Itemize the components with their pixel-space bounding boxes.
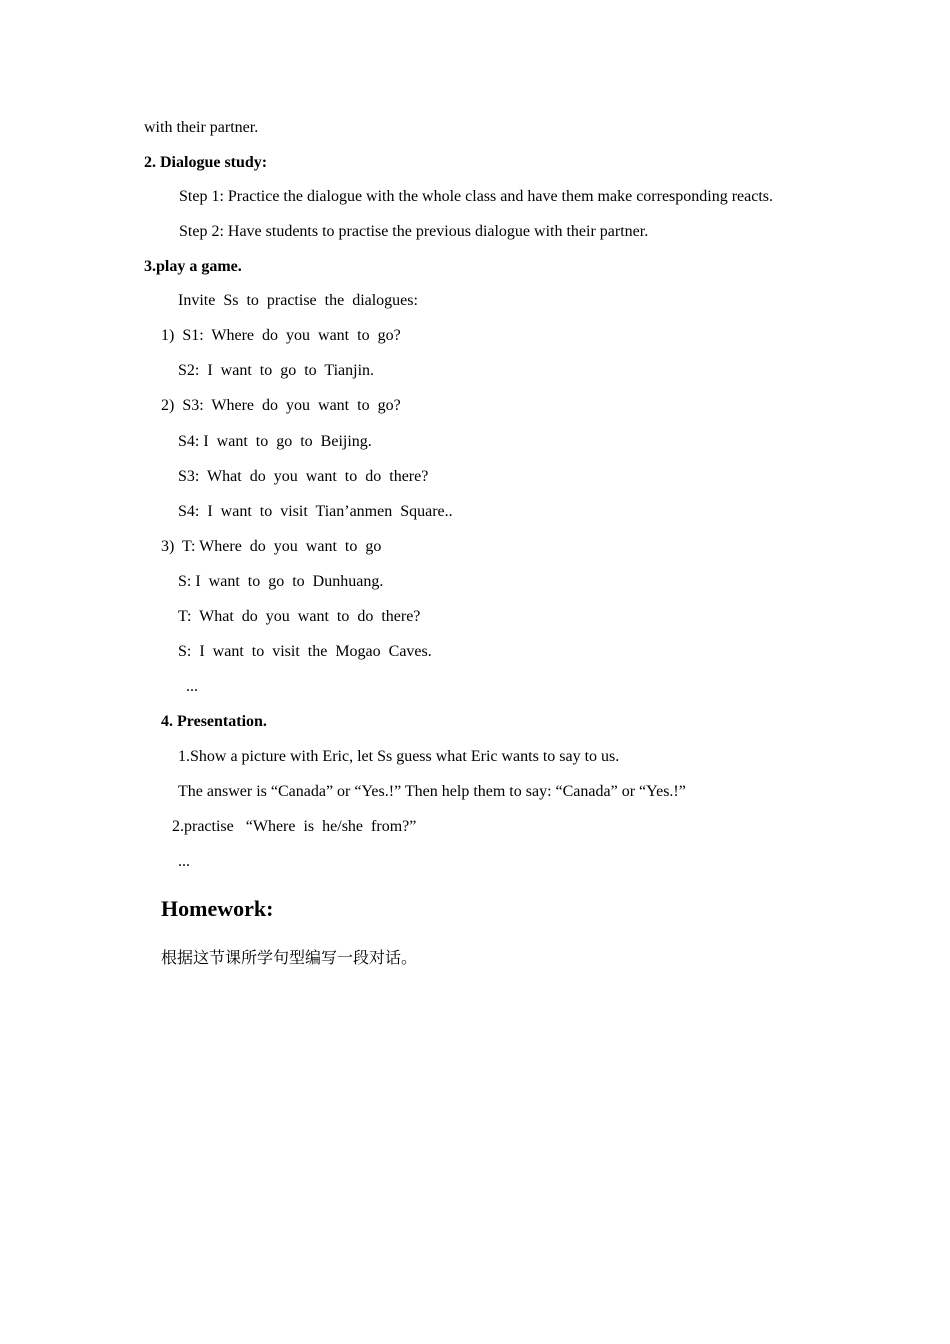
dialogue-3-question-2: T: What do you want to do there? bbox=[178, 608, 421, 625]
dialogue-3-answer-2: S: I want to visit the Mogao Caves. bbox=[178, 643, 432, 660]
dialogue-1-question: 1) S1: Where do you want to go? bbox=[161, 327, 401, 344]
section-heading-dialogue-study: 2. Dialogue study: bbox=[144, 154, 268, 171]
ellipsis-2: ... bbox=[178, 853, 190, 870]
invite-text: Invite Ss to practise the dialogues: bbox=[178, 292, 418, 309]
dialogue-2-answer-2: S4: I want to visit Tian’anmen Square.. bbox=[178, 503, 453, 520]
dialogue-1-answer: S2: I want to go to Tianjin. bbox=[178, 362, 375, 379]
dialogue-3-question: 3) T: Where do you want to go bbox=[161, 538, 382, 555]
presentation-point-1: 1.Show a picture with Eric, let Ss guess what Eric wants to say to us. bbox=[178, 748, 620, 765]
ellipsis-1: ... bbox=[186, 678, 198, 695]
dialogue-2-question: 2) S3: Where do you want to go? bbox=[161, 397, 401, 414]
text-line-partner: with their partner. bbox=[144, 119, 259, 136]
dialogue-2-question-2: S3: What do you want to do there? bbox=[178, 468, 429, 485]
presentation-point-2: 2.practise “Where is he/she from?” bbox=[172, 818, 417, 835]
section-heading-presentation: 4. Presentation. bbox=[161, 713, 267, 730]
homework-text: 根据这节课所学句型编写一段对话。 bbox=[161, 948, 418, 967]
dialogue-3-answer: S: I want to go to Dunhuang. bbox=[178, 573, 384, 590]
section-heading-play-game: 3.play a game. bbox=[144, 258, 242, 275]
step-2-text: Step 2: Have students to practise the previous dialogue with their partner. bbox=[179, 223, 649, 240]
presentation-answer: The answer is “Canada” or “Yes.!” Then help them to say: “Canada” or “Yes.!” bbox=[178, 783, 686, 800]
homework-heading: Homework: bbox=[161, 896, 274, 921]
step-1-text: Step 1: Practice the dialogue with the whole class and have them make corresponding reacts. bbox=[179, 188, 774, 205]
dialogue-2-answer: S4: I want to go to Beijing. bbox=[178, 433, 372, 450]
